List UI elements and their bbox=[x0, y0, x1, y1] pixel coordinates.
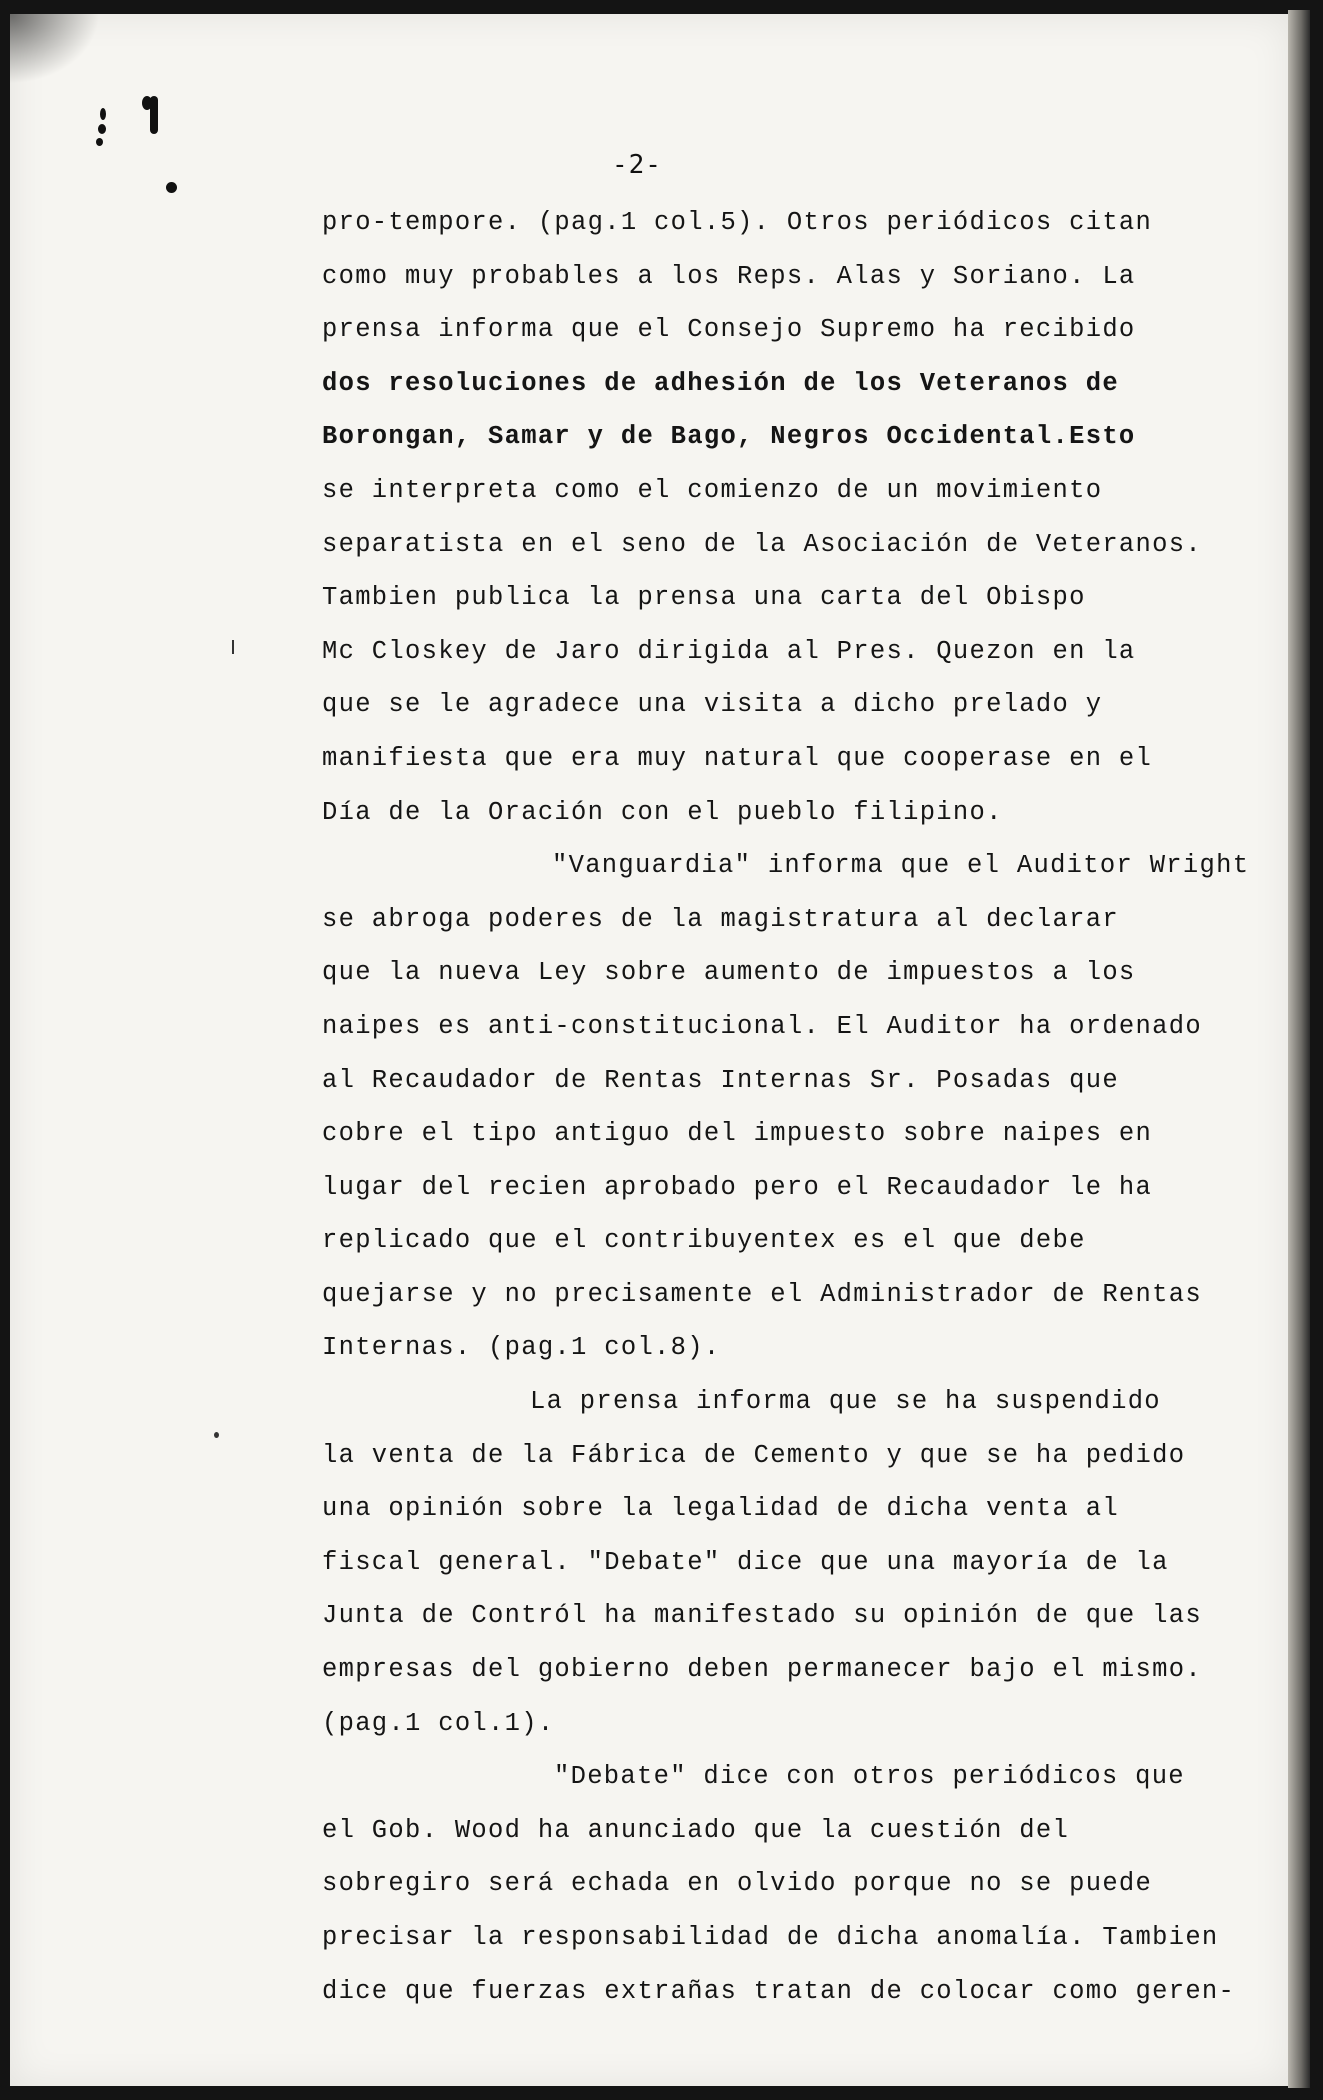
margin-speck bbox=[232, 640, 234, 654]
text-line: Junta de Contról ha manifestado su opinión de que las bbox=[322, 1601, 1202, 1631]
text-line: "Debate" dice con otros periódicos que bbox=[554, 1762, 1185, 1792]
text-line: "Vanguardia" informa que el Auditor Wright bbox=[552, 851, 1250, 881]
text-line: (pag.1 col.1). bbox=[322, 1708, 555, 1738]
text-line: prensa informa que el Consejo Supremo ha recibido bbox=[322, 315, 1136, 345]
text-line: La prensa informa que se ha suspendido bbox=[530, 1387, 1161, 1417]
margin-mark bbox=[98, 124, 106, 134]
text-line: dice que fuerzas extrañas tratan de colocar como geren- bbox=[322, 1976, 1236, 2006]
text-line: precisar la responsabilidad de dicha anomalía. Tambien bbox=[322, 1923, 1219, 1952]
text-line: manifiesta que era muy natural que cooperase en el bbox=[322, 743, 1153, 773]
text-line: replicado que el contribuyentex es el que debe bbox=[322, 1226, 1086, 1256]
document-body bbox=[322, 196, 1250, 2018]
text-line: se interpreta como el comienzo de un movimiento bbox=[322, 475, 1103, 505]
text-line: la venta de la Fábrica de Cemento y que se ha pedido bbox=[322, 1440, 1186, 1470]
page-edge-shadow bbox=[1288, 10, 1310, 2088]
margin-mark bbox=[150, 96, 158, 134]
text-line: se abroga poderes de la magistratura al declarar bbox=[322, 904, 1119, 934]
text-line: que la nueva Ley sobre aumento de impuestos a los bbox=[322, 958, 1136, 988]
margin-mark bbox=[100, 108, 106, 120]
text-line: empresas del gobierno deben permanecer bajo el mismo. bbox=[322, 1655, 1202, 1685]
text-line: Internas. (pag.1 col.8). bbox=[322, 1333, 721, 1363]
text-line: Tambien publica la prensa una carta del Obispo bbox=[322, 583, 1086, 613]
text-line: dos resoluciones de adhesión de los Veteranos de bbox=[322, 368, 1119, 398]
text-line: que se le agradece una visita a dicho prelado y bbox=[322, 690, 1103, 720]
text-line: el Gob. Wood ha anunciado que la cuestión del bbox=[322, 1815, 1070, 1845]
text-line: separatista en el seno de la Asociación de Veteranos. bbox=[322, 529, 1202, 559]
text-line: Mc Closkey de Jaro dirigida al Pres. Quezon en la bbox=[322, 636, 1136, 666]
margin-speck bbox=[214, 1432, 219, 1438]
page-number: -2- bbox=[612, 150, 662, 180]
text-line: lugar del recien aprobado pero el Recaudador le ha bbox=[322, 1172, 1153, 1202]
text-line: cobre el tipo antiguo del impuesto sobre naipes en bbox=[322, 1119, 1153, 1149]
text-line: fiscal general. "Debate" dice que una mayoría de la bbox=[322, 1547, 1169, 1577]
text-line: sobregiro será echada en olvido porque no se puede bbox=[322, 1869, 1153, 1899]
text-line: naipes es anti-constitucional. El Auditor ha ordenado bbox=[322, 1011, 1202, 1041]
text-line: al Recaudador de Rentas Internas Sr. Posadas que bbox=[322, 1065, 1119, 1095]
margin-mark bbox=[96, 138, 103, 146]
text-line: Día de la Oración con el pueblo filipino. bbox=[322, 797, 1003, 827]
margin-mark bbox=[166, 182, 177, 193]
corner-shadow bbox=[10, 14, 100, 84]
text-line: una opinión sobre la legalidad de dicha venta al bbox=[322, 1494, 1119, 1524]
text-line: pro-tempore. (pag.1 col.5). Otros periódicos citan bbox=[322, 208, 1153, 237]
text-line: quejarse y no precisamente el Administrador de Rentas bbox=[322, 1279, 1202, 1309]
text-line: como muy probables a los Reps. Alas y Soriano. La bbox=[322, 261, 1136, 291]
text-line: Borongan, Samar y de Bago, Negros Occidental.Esto bbox=[322, 422, 1136, 452]
